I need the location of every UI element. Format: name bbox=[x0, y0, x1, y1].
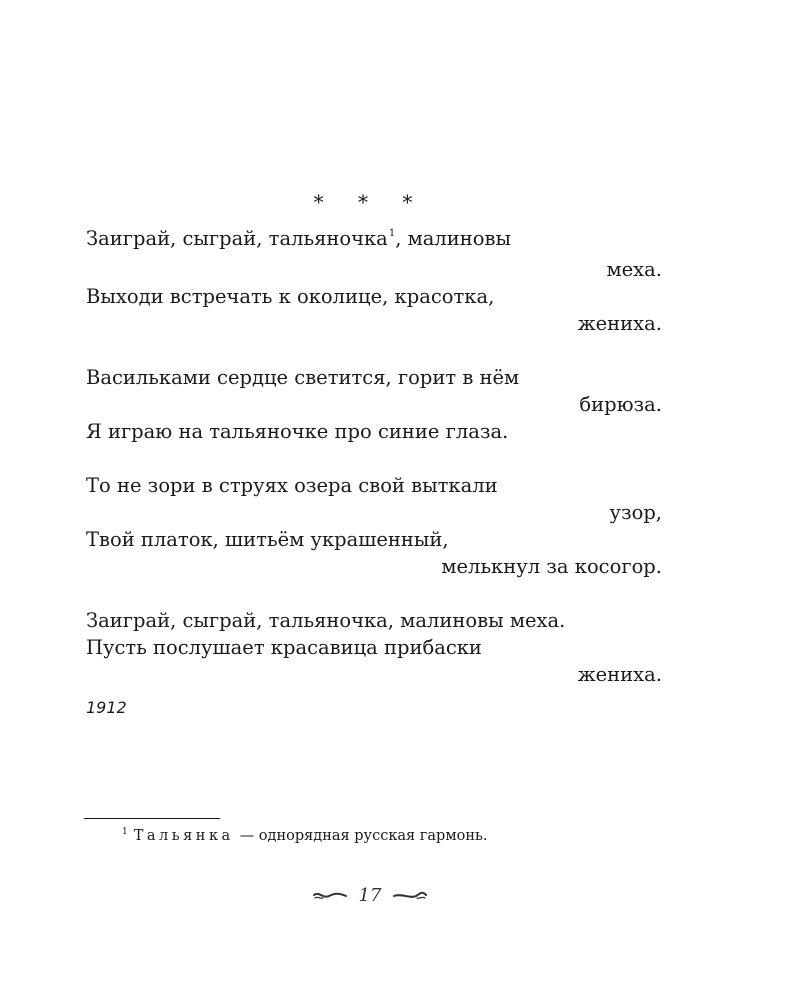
poem-line bbox=[86, 225, 662, 256]
footnote-text: — однорядная русская гармонь. bbox=[239, 828, 488, 844]
poem-line: мелькнул за косогор. bbox=[441, 555, 662, 578]
footnote-divider bbox=[84, 818, 220, 819]
poem-line-text: Заиграй, сыграй, тальяночка bbox=[86, 227, 388, 250]
poem-line: Я играю на тальяночке про синие глаза. bbox=[86, 420, 509, 443]
stanza-gap bbox=[86, 580, 662, 607]
poem-line: жениха. bbox=[577, 663, 662, 686]
poem-line: Пусть послушает красавица прибаски bbox=[86, 636, 482, 659]
poem-line: бирюза. bbox=[579, 393, 662, 416]
poem-line: меха. bbox=[606, 258, 662, 281]
poem-line: То не зори в струях озера свой выткали bbox=[86, 474, 498, 497]
poem-body bbox=[86, 225, 662, 688]
stanza-gap bbox=[86, 337, 662, 364]
poem-line: Заиграй, сыграй, тальяночка, малиновы меха. bbox=[86, 609, 566, 632]
poem-line: жениха. bbox=[577, 312, 662, 335]
poem-line-text: , малиновы bbox=[395, 227, 511, 250]
page-number-text: 17 bbox=[358, 885, 382, 906]
footnote-reference[interactable]: 1 bbox=[388, 228, 396, 239]
poem-date: 1912 bbox=[86, 698, 127, 717]
footnote bbox=[122, 826, 488, 848]
footnote-mark: 1 bbox=[122, 827, 128, 837]
poem-line: Васильками сердце светится, горит в нём bbox=[86, 366, 520, 389]
flourish-left-icon bbox=[313, 890, 347, 902]
page-number bbox=[0, 884, 740, 908]
footnote-term: Тальянка bbox=[133, 828, 234, 844]
stanza-gap bbox=[86, 445, 662, 472]
poem-line: узор, bbox=[609, 501, 662, 524]
poem-line: Твой платок, шитьём украшенный, bbox=[86, 528, 449, 551]
stanza-separator: * * * bbox=[313, 190, 427, 214]
flourish-right-icon bbox=[393, 890, 427, 902]
poem-line: Выходи встречать к околице, красотка, bbox=[86, 285, 495, 308]
